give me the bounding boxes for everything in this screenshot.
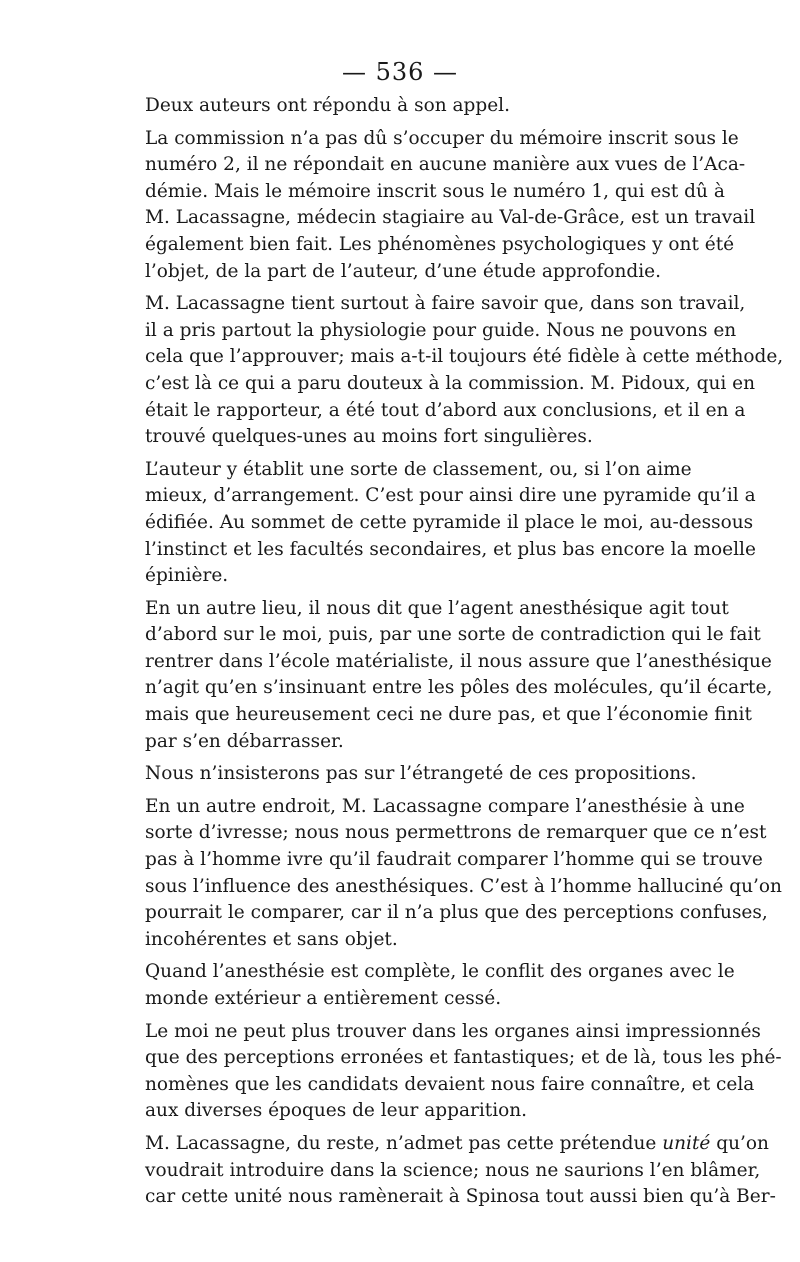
paragraph	[145, 1131, 776, 1211]
page-number: — 536 —	[341, 58, 459, 86]
text-line: sous l’influence des anesthésiques. C’est à l’homme halluciné qu’on	[145, 875, 782, 897]
text-line: Deux auteurs ont répondu à son appel.	[145, 95, 510, 116]
text-line: En un autre lieu, il nous dit que l’agent anesthésique agit tout	[145, 597, 729, 619]
text-line: était le rapporteur, a été tout d’abord aux conclusions, et il en a	[145, 399, 746, 421]
text-line: l’objet, de la part de l’auteur, d’une étude approfondie.	[145, 260, 662, 282]
text-line: mais que heureusement ceci ne dure pas, et que l’économie finit	[145, 704, 752, 726]
text-line: M. Lacassagne, médecin stagiaire au Val-de-Grâce, est un travail	[145, 207, 756, 229]
text-line: monde extérieur a entièrement cessé.	[145, 988, 502, 1009]
text-segment: qu’on	[710, 1132, 769, 1154]
text-line	[145, 1131, 769, 1158]
paragraph	[145, 126, 756, 286]
body-text	[145, 93, 784, 1217]
text-line: cela que l’approuver; mais a-t-il toujours été fidèle à cette méthode,	[145, 346, 784, 368]
paragraph	[145, 794, 782, 954]
text-line: nomènes que les candidats devaient nous faire connaître, et cela	[145, 1073, 755, 1095]
paragraph	[145, 291, 784, 451]
text-line: que des perceptions erronées et fantastiques; et de là, tous les phé-	[145, 1047, 782, 1069]
text-line: voudrait introduire dans la science; nous ne saurions l’en blâmer,	[145, 1159, 761, 1181]
text-line: incohérentes et sans objet.	[145, 928, 398, 950]
paragraph	[145, 761, 697, 788]
text-line: aux diverses époques de leur apparition.	[145, 1100, 528, 1122]
text-line: l’instinct et les facultés secondaires, et plus bas encore la moelle	[145, 538, 756, 560]
text-line: rentrer dans l’école matérialiste, il nous assure que l’anesthésique	[145, 650, 772, 672]
text-line: édifiée. Au sommet de cette pyramide il place le moi, au-dessous	[145, 511, 754, 533]
text-line: L’auteur y établit une sorte de classement, ou, si l’on aime	[145, 458, 692, 480]
text-line: d’abord sur le moi, puis, par une sorte de contradiction qui le fait	[145, 624, 761, 646]
text-line: démie. Mais le mémoire inscrit sous le numéro 1, qui est dû à	[145, 180, 725, 202]
paragraph	[145, 959, 735, 1012]
text-line: pourrait le comparer, car il n’a plus que des perceptions confuses,	[145, 902, 768, 924]
text-line: numéro 2, il ne répondait en aucune manière aux vues de l’Aca-	[145, 154, 746, 176]
text-line: par s’en débarrasser.	[145, 730, 344, 752]
text-line: Nous n’insisterons pas sur l’étrangeté de ces propositions.	[145, 763, 697, 785]
text-line: mieux, d’arrangement. C’est pour ainsi dire une pyramide qu’il a	[145, 485, 756, 507]
text-segment: M. Lacassagne, du reste, n’admet pas cette prétendue	[145, 1132, 663, 1154]
paragraph	[145, 596, 773, 756]
text-line: pas à l’homme ivre qu’il faudrait comparer l’homme qui se trouve	[145, 849, 763, 871]
text-line: trouvé quelques-unes au moins fort singulières.	[145, 426, 593, 448]
text-line: M. Lacassagne tient surtout à faire savoir que, dans son travail,	[145, 293, 746, 315]
text-line: En un autre endroit, M. Lacassagne compare l’anesthésie à une	[145, 795, 745, 817]
text-line: La commission n’a pas dû s’occuper du mémoire inscrit sous le	[145, 127, 739, 149]
text-line: car cette unité nous ramènerait à Spinosa tout aussi bien qu’à Ber-	[145, 1186, 776, 1208]
text-line: Le moi ne peut plus trouver dans les organes ainsi impressionnés	[145, 1020, 761, 1042]
text-line: Quand l’anesthésie est complète, le conflit des organes avec le	[145, 961, 735, 983]
emphasized-word: unité	[662, 1132, 711, 1154]
text-line: sorte d’ivresse; nous nous permettrons de remarquer que ce n’est	[145, 822, 767, 844]
paragraph	[145, 93, 675, 120]
text-line: n’agit qu’en s’insinuant entre les pôles des molécules, qu’il écarte,	[145, 677, 773, 699]
paragraph	[145, 457, 756, 590]
text-line: épinière.	[145, 565, 229, 587]
text-line: c’est là ce qui a paru douteux à la commission. M. Pidoux, qui en	[145, 372, 756, 394]
text-line: également bien fait. Les phénomènes psychologiques y ont été	[145, 233, 735, 255]
paragraph	[145, 1019, 782, 1125]
text-line: il a pris partout la physiologie pour guide. Nous ne pouvons en	[145, 319, 737, 341]
